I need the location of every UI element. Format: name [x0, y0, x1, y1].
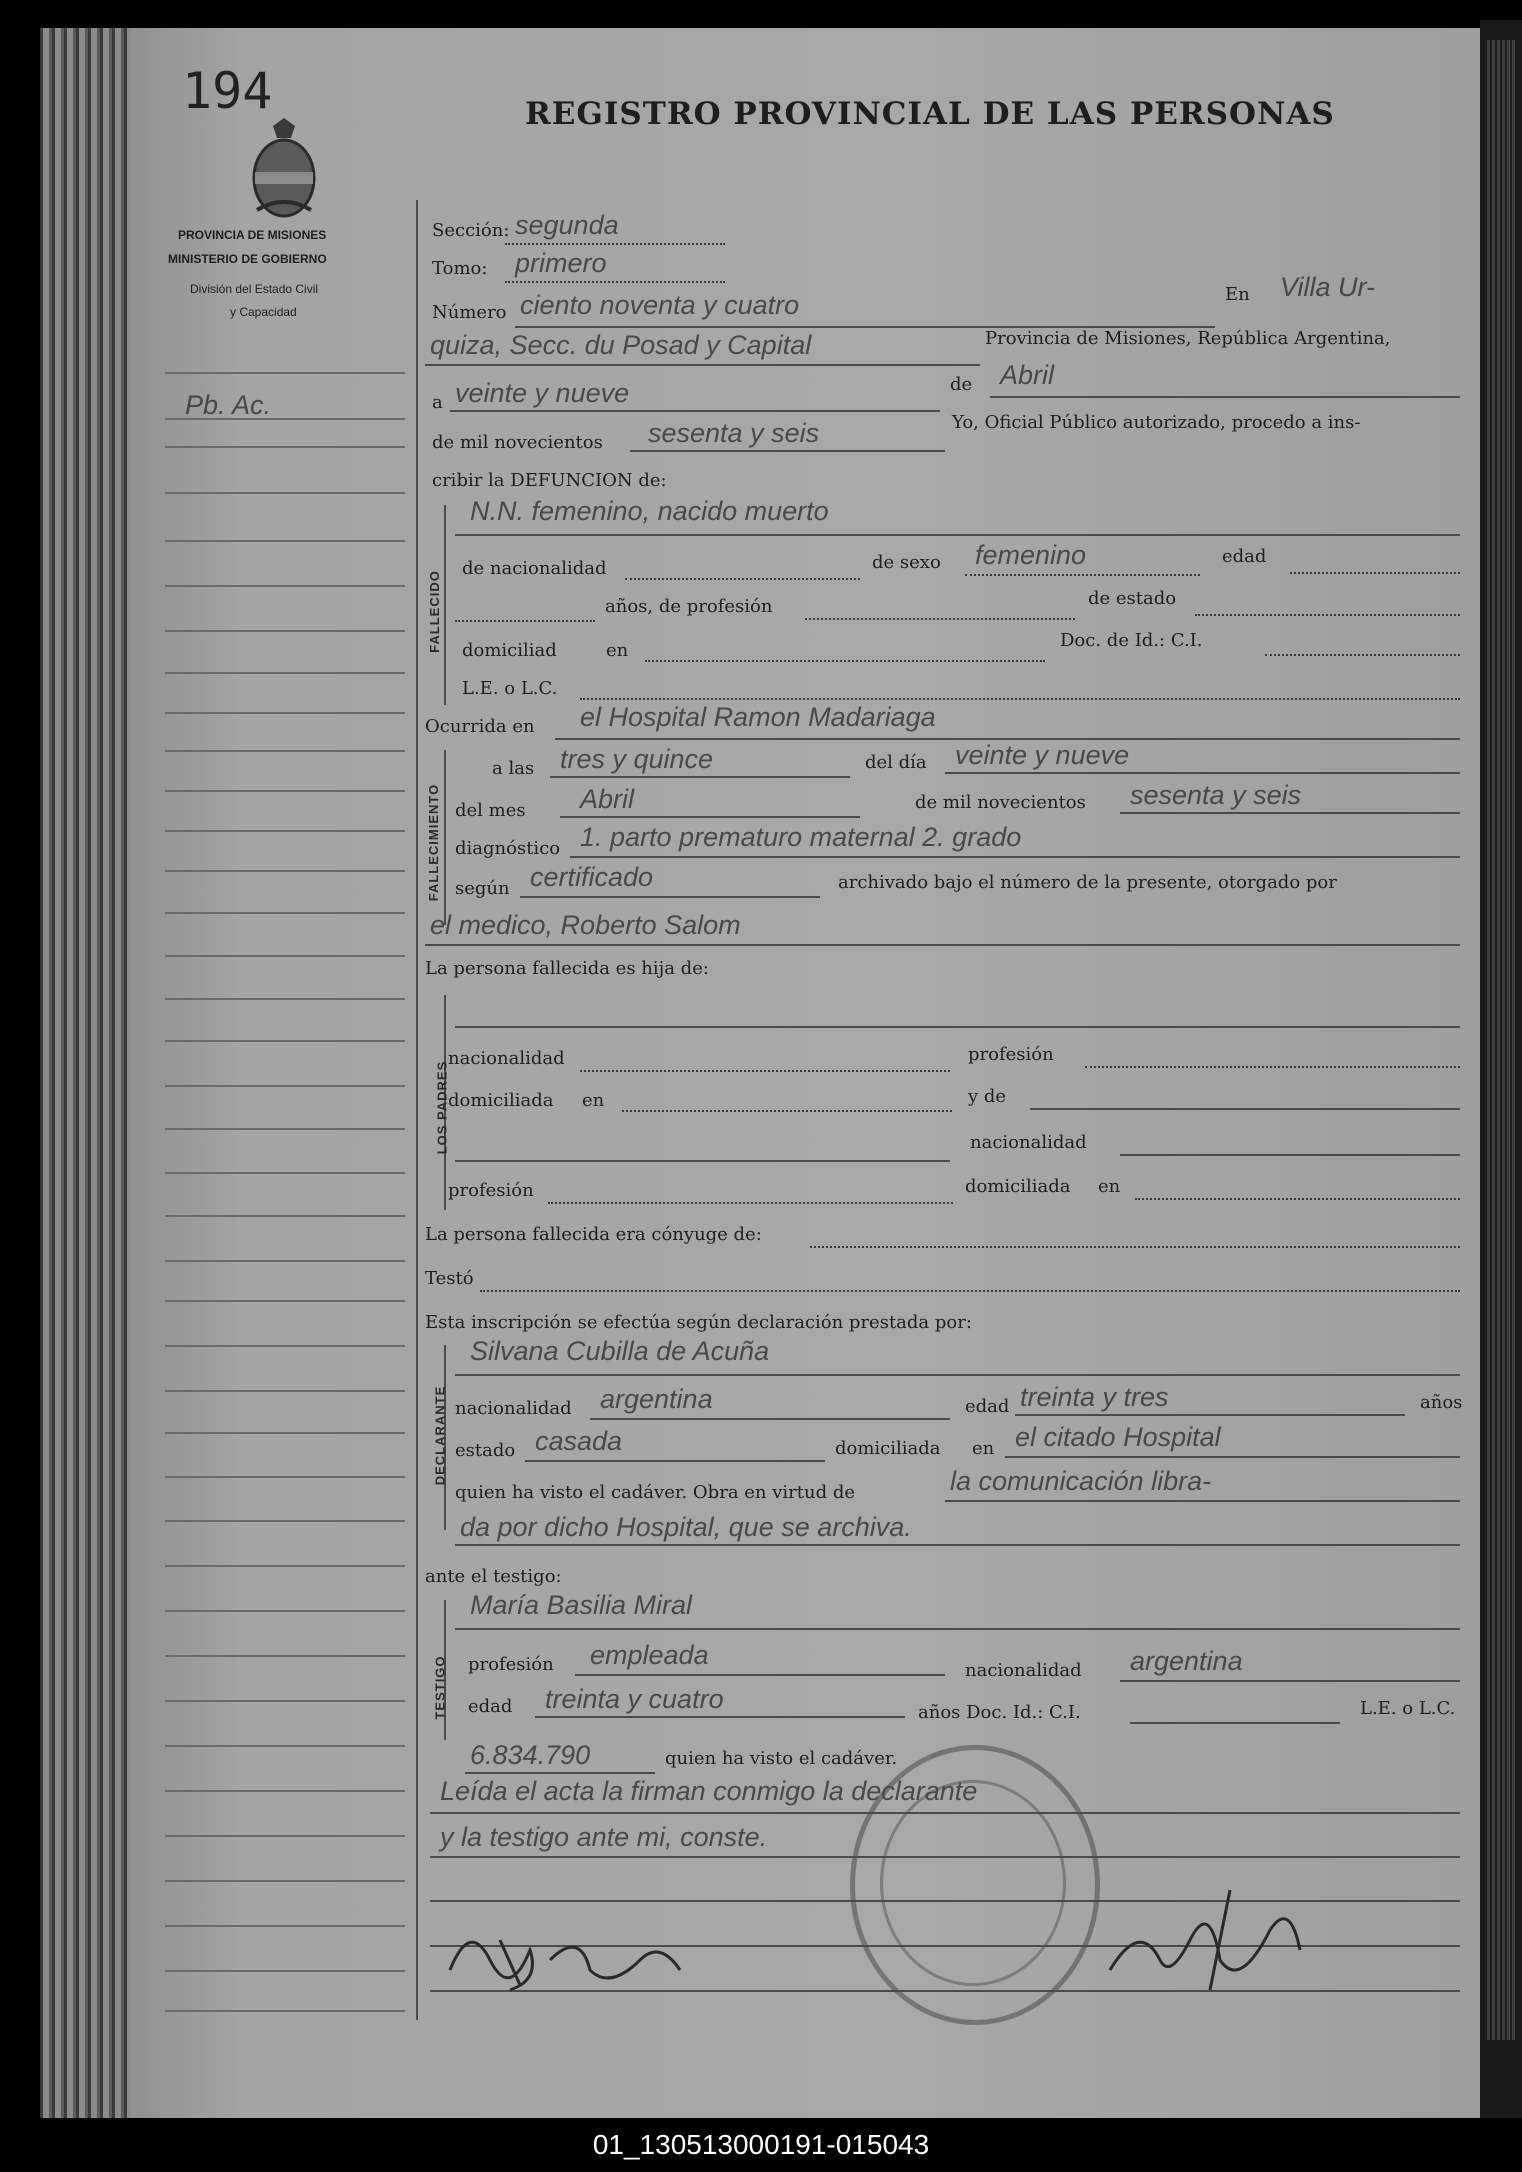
fallecido-nacionalidad-label: de nacionalidad — [462, 558, 607, 579]
margin-note: Pb. Ac. — [185, 390, 272, 420]
a-label: a — [432, 392, 443, 413]
testigo-doc-value-line — [465, 1772, 655, 1774]
madre-nacionalidad-label: nacionalidad — [970, 1132, 1087, 1153]
provincia-label: Provincia de Misiones, República Argentina, — [985, 328, 1391, 349]
closing-line-1: Leída el acta la firman conmigo la declarante — [440, 1776, 978, 1806]
padre-nacionalidad-label: nacionalidad — [448, 1048, 565, 1069]
declarante-estado-value: casada — [535, 1426, 623, 1456]
page-number: 194 — [182, 62, 273, 120]
fallecido-sexo-label: de sexo — [872, 552, 941, 573]
numero-value: ciento noventa y cuatro — [520, 290, 800, 320]
authority-line-1: PROVINCIA DE MISIONES — [178, 228, 327, 242]
book-binding — [40, 28, 130, 2118]
ocurrida-label: Ocurrida en — [425, 716, 535, 737]
mil-label: de mil novecientos — [432, 432, 603, 453]
fallecido-side-label: FALLECIDO — [426, 570, 442, 653]
declarante-domicilio-line — [1005, 1456, 1460, 1458]
fallecimiento-anio-value: sesenta y seis — [1130, 780, 1302, 810]
declarante-virtud-cont: da por dicho Hospital, que se archiva. — [460, 1512, 912, 1542]
seccion-label: Sección: — [432, 220, 510, 241]
y-de-label: y de — [968, 1086, 1007, 1107]
padre-profesion-label: profesión — [968, 1044, 1054, 1065]
padre-domicilio-line — [622, 1110, 952, 1112]
fallecimiento-side-label: FALLECIMIENTO — [426, 783, 442, 902]
madre-nacionalidad-line — [1120, 1154, 1460, 1156]
en-value: Villa Ur- — [1280, 272, 1376, 302]
page-title: REGISTRO PROVINCIAL DE LAS PERSONAS — [525, 96, 1335, 132]
authority-line-4: y Capacidad — [230, 305, 297, 319]
fallecido-profesion-line — [805, 618, 1075, 620]
diagnostico-value: 1. parto prematuro maternal 2. grado — [580, 822, 1022, 852]
testigo-le-label: L.E. o L.C. — [1360, 1698, 1456, 1719]
form-left-border — [416, 200, 418, 2020]
testigo-name: María Basilia Miral — [470, 1590, 693, 1620]
testigo-profesion-value: empleada — [590, 1640, 709, 1670]
fallecido-name-line — [455, 534, 1460, 536]
coat-of-arms-icon — [245, 112, 323, 220]
fallecido-le-line — [580, 698, 1460, 700]
segun-value: certificado — [530, 862, 654, 892]
medico-line — [425, 944, 1460, 946]
testigo-edad-line — [535, 1716, 905, 1718]
a-las-line — [550, 776, 850, 778]
dia-value: veinte y nueve — [455, 378, 630, 408]
a-las-value: tres y quince — [560, 744, 714, 774]
segun-line — [520, 896, 820, 898]
padre-domiciliada-label: domiciliada — [448, 1090, 554, 1111]
del-dia-label: del día — [865, 752, 927, 773]
fallecido-domicilio-line — [645, 660, 1045, 662]
conyuge-line — [810, 1246, 1460, 1248]
hija-label: La persona fallecida es hija de: — [425, 958, 709, 979]
declarante-nacionalidad-line — [590, 1418, 950, 1420]
madre-name-line — [1030, 1108, 1460, 1110]
fallecido-name: N.N. femenino, nacido muerto — [470, 496, 829, 526]
ocurrida-value: el Hospital Ramon Madariaga — [580, 702, 936, 732]
testigo-doc-value: 6.834.790 — [470, 1740, 591, 1770]
del-dia-line — [945, 772, 1460, 774]
testigo-edad-value: treinta y cuatro — [545, 1684, 724, 1714]
declarante-domiciliada-label: domiciliada — [835, 1438, 941, 1459]
padre-nacionalidad-line — [580, 1070, 950, 1072]
fallecimiento-anio-line — [1120, 812, 1460, 814]
conyuge-label: La persona fallecida era cónyuge de: — [425, 1224, 762, 1245]
testigo-visto-label: quien ha visto el cadáver. — [665, 1748, 898, 1769]
declarante-estado-label: estado — [455, 1440, 516, 1461]
anio-value: sesenta y seis — [648, 418, 820, 448]
authority-line-2: MINISTERIO DE GOBIERNO — [168, 252, 327, 266]
testigo-nacionalidad-label: nacionalidad — [965, 1660, 1082, 1681]
tomo-label: Tomo: — [432, 258, 488, 279]
declarante-domicilio-value: el citado Hospital — [1015, 1422, 1221, 1452]
authority-line-3: División del Estado Civil — [190, 282, 319, 296]
fallecido-bracket — [444, 505, 446, 705]
oficial-text: Yo, Oficial Público autorizado, procedo a ins- — [952, 412, 1361, 433]
fallecimiento-mil-label: de mil novecientos — [915, 792, 1086, 813]
testigo-profesion-label: profesión — [468, 1654, 554, 1675]
testigo-profesion-line — [575, 1674, 945, 1676]
fallecido-edad-line — [1290, 572, 1460, 574]
medico-value: el medico, Roberto Salom — [430, 910, 741, 940]
diagnostico-line — [570, 856, 1460, 858]
declarante-virtud-cont-line — [455, 1544, 1460, 1546]
image-caption: 01_130513000191-015043 — [592, 2129, 930, 2160]
signature-right-icon — [1100, 1880, 1330, 2000]
testigo-edad-label: edad — [468, 1696, 513, 1717]
tomo-value: primero — [515, 248, 607, 278]
declarante-name-line — [455, 1374, 1460, 1376]
fallecido-estado-label: de estado — [1088, 588, 1177, 609]
fallecido-doc-label: Doc. de Id.: C.I. — [1060, 630, 1203, 651]
testigo-nacionalidad-line — [1120, 1680, 1460, 1682]
madre-domicilio-line — [1135, 1198, 1460, 1200]
cribir-text: cribir la DEFUNCION de: — [432, 470, 667, 491]
fallecido-domiciliado-label: domiciliad — [462, 640, 557, 661]
padre-profesion-line — [1085, 1066, 1460, 1068]
declarante-nacionalidad-label: nacionalidad — [455, 1398, 572, 1419]
fallecido-le-label: L.E. o L.C. — [462, 678, 558, 699]
declarante-en-label: en — [972, 1438, 995, 1459]
testigo-side-label: TESTIGO — [432, 1655, 448, 1720]
madre-profesion-line — [548, 1202, 953, 1204]
mes-value: Abril — [1000, 360, 1055, 390]
madre-domiciliada-label: domiciliada — [965, 1176, 1071, 1197]
declarante-edad-line — [1015, 1414, 1405, 1416]
closing-line-2: y la testigo ante mi, conste. — [440, 1822, 768, 1852]
segun-label: según — [455, 878, 510, 899]
declarante-edad-value: treinta y tres — [1020, 1382, 1169, 1412]
declarante-estado-line — [525, 1460, 825, 1462]
testo-line — [480, 1290, 1460, 1292]
declarante-nacionalidad-value: argentina — [600, 1384, 713, 1414]
fallecido-doc-line — [1265, 654, 1460, 656]
declaracion-label: Esta inscripción se efectúa según declaración prestada por: — [425, 1312, 972, 1333]
diagnostico-label: diagnóstico — [455, 838, 561, 859]
declarante-edad-label: edad — [965, 1396, 1010, 1417]
testigo-label: ante el testigo: — [425, 1566, 562, 1587]
declarante-anios-label: años — [1420, 1392, 1463, 1413]
declarante-virtud-value: la comunicación libra- — [950, 1466, 1212, 1496]
en-label: En — [1225, 284, 1250, 305]
numero-label: Número — [432, 302, 507, 323]
fallecido-estado-line — [1195, 614, 1460, 616]
official-seal-inner-icon — [880, 1780, 1066, 1986]
fallecido-sexo-line — [965, 574, 1200, 576]
testigo-nacionalidad-value: argentina — [1130, 1646, 1243, 1676]
del-mes-label: del mes — [455, 800, 526, 821]
del-mes-line — [560, 816, 860, 818]
page-stack — [1485, 40, 1515, 2040]
fallecido-sexo-value: femenino — [975, 540, 1087, 570]
padre-name-line — [455, 1026, 1460, 1028]
mes-line — [990, 396, 1460, 398]
fallecido-en-label: en — [606, 640, 629, 661]
declarante-name: Silvana Cubilla de Acuña — [470, 1336, 770, 1366]
testigo-doc-line — [1130, 1722, 1340, 1724]
testigo-doc-label: años Doc. Id.: C.I. — [918, 1702, 1081, 1723]
a-las-label: a las — [492, 758, 535, 779]
anio-line — [630, 450, 945, 452]
declarante-side-label: DECLARANTE — [432, 1385, 448, 1486]
declarante-visto-label: quien ha visto el cadáver. Obra en virtud de — [455, 1482, 856, 1503]
declarante-virtud-line — [945, 1500, 1460, 1502]
padres-side-label: LOS PADRES — [434, 1060, 450, 1155]
place-line — [425, 364, 980, 366]
de-label: de — [950, 374, 973, 395]
seccion-value: segunda — [515, 210, 619, 240]
del-dia-value: veinte y nueve — [955, 740, 1130, 770]
seccion-line — [505, 243, 725, 245]
padre-en-label: en — [582, 1090, 605, 1111]
madre-en-label: en — [1098, 1176, 1121, 1197]
tomo-line — [505, 281, 725, 283]
fallecido-anios-line — [455, 620, 595, 622]
fallecido-anios-label: años, de profesión — [605, 596, 773, 617]
signature-left-icon — [440, 1900, 700, 2000]
fallecido-edad-label: edad — [1222, 546, 1267, 567]
archivado-text: archivado bajo el número de la presente, otorgado por — [838, 872, 1337, 893]
place-continuation: quiza, Secc. du Posad y Capital — [430, 330, 812, 360]
dia-line — [450, 410, 940, 412]
testigo-name-line — [455, 1628, 1460, 1630]
fallecido-nacionalidad-line — [625, 578, 860, 580]
testo-label: Testó — [425, 1268, 474, 1289]
del-mes-value: Abril — [580, 784, 635, 814]
madre-profesion-label: profesión — [448, 1180, 534, 1201]
fallecimiento-bracket — [444, 750, 446, 925]
madre-line — [455, 1160, 950, 1162]
